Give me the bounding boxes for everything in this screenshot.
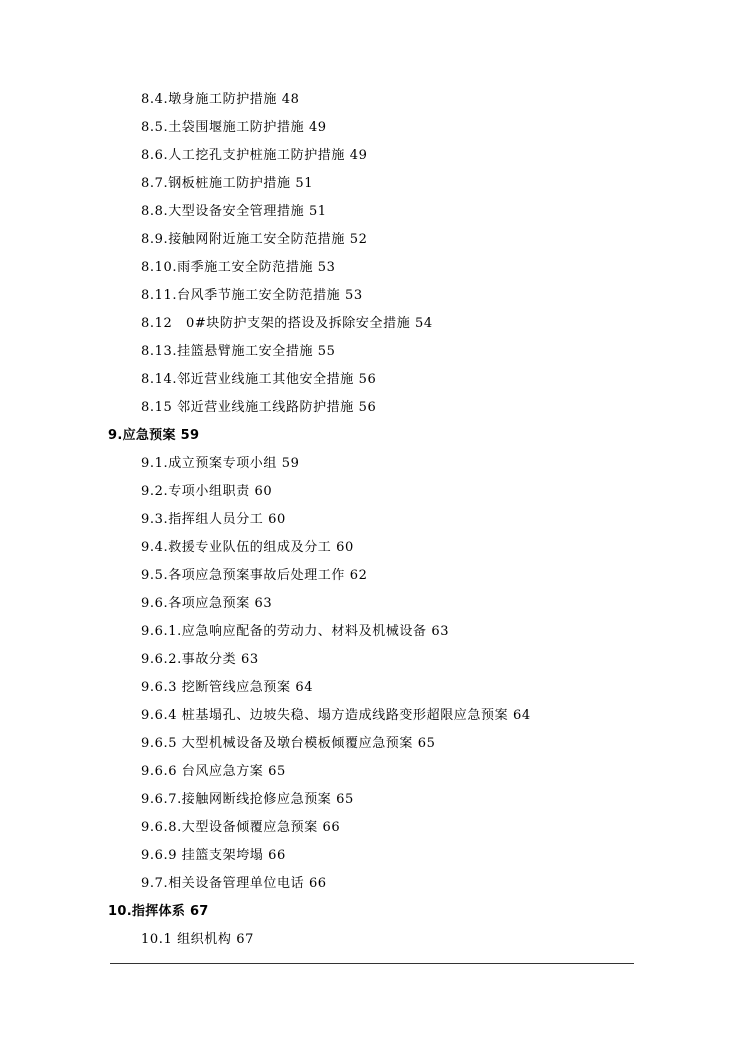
- toc-entry: 9.2.专项小组职责 60: [141, 484, 273, 499]
- toc-entry: 8.13.挂篮悬臂施工安全措施 55: [141, 344, 336, 359]
- toc-entry: 8.11.台风季节施工安全防范措施 53: [141, 288, 363, 303]
- toc-entry: 8.15 邻近营业线施工线路防护措施 56: [141, 400, 377, 415]
- toc-entry: 10.1 组织机构 67: [141, 932, 254, 947]
- toc-chapter-heading: 9.应急预案 59: [108, 428, 200, 443]
- toc-entry: 9.6.7.接触网断线抢修应急预案 65: [141, 792, 354, 807]
- toc-entry: 9.5.各项应急预案事故后处理工作 62: [141, 568, 368, 583]
- toc-entry: 9.6.8.大型设备倾覆应急预案 66: [141, 820, 341, 835]
- toc-entry: 8.7.钢板桩施工防护措施 51: [141, 176, 314, 191]
- toc-entry: 8.14.邻近营业线施工其他安全措施 56: [141, 372, 377, 387]
- toc-entry: 9.6.1.应急响应配备的劳动力、材料及机械设备 63: [141, 624, 450, 639]
- toc-entry: 9.7.相关设备管理单位电话 66: [141, 876, 327, 891]
- toc-entry: 8.4.墩身施工防护措施 48: [141, 92, 300, 107]
- toc-entry: 9.4.救援专业队伍的组成及分工 60: [141, 540, 354, 555]
- toc-entry: 9.6.各项应急预案 63: [141, 596, 273, 611]
- toc-entry: 9.6.4 桩基塌孔、边坡失稳、塌方造成线路变形超限应急预案 64: [141, 708, 531, 723]
- table-of-contents: [0, 86, 744, 954]
- toc-entry: 9.6.3 挖断管线应急预案 64: [141, 680, 314, 695]
- toc-entry: 9.3.指挥组人员分工 60: [141, 512, 286, 527]
- toc-entry: 9.6.9 挂篮支架垮塌 66: [141, 848, 286, 863]
- toc-entry: 9.6.2.事故分类 63: [141, 652, 259, 667]
- toc-entry: 8.8.大型设备安全管理措施 51: [141, 204, 327, 219]
- toc-entry: 8.12 0#块防护支架的搭设及拆除安全措施 54: [141, 316, 433, 331]
- footer-divider: [110, 963, 634, 964]
- toc-entry: 8.6.人工挖孔支护桩施工防护措施 49: [141, 148, 368, 163]
- toc-entry: 8.9.接触网附近施工安全防范措施 52: [141, 232, 368, 247]
- toc-entry: 9.1.成立预案专项小组 59: [141, 456, 300, 471]
- toc-entry: 8.5.土袋围堰施工防护措施 49: [141, 120, 327, 135]
- toc-entry: 8.10.雨季施工安全防范措施 53: [141, 260, 336, 275]
- toc-chapter-heading: 10.指挥体系 67: [108, 904, 209, 919]
- toc-entry: 9.6.6 台风应急方案 65: [141, 764, 286, 779]
- toc-entry: 9.6.5 大型机械设备及墩台模板倾覆应急预案 65: [141, 736, 436, 751]
